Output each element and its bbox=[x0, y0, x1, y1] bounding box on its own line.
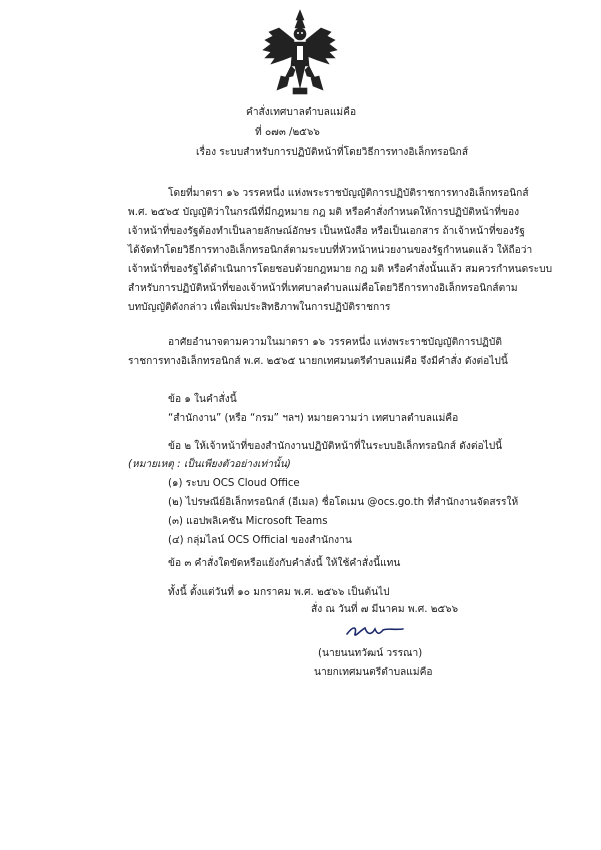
garuda-emblem-icon bbox=[257, 6, 343, 98]
effective-date: ทั้งนี้ ตั้งแต่วันที่ ๑๐ มกราคม พ.ศ. ๒๕๖๖ เป็นต้นไป bbox=[168, 587, 390, 598]
paragraph-line: ราชการทางอิเล็กทรอนิกส์ พ.ศ. ๒๕๖๕ นายกเทศมนตรีตำบลแม่คือ จึงมีคำสั่ง ดังต่อไปนี้ bbox=[128, 356, 508, 367]
order-subject: เรื่อง ระบบสำหรับการปฏิบัติหน้าที่โดยวิธีการทางอิเล็กทรอนิกส์ bbox=[196, 147, 469, 158]
paragraph-line: ได้จัดทำโดยวิธีการทางอิเล็กทรอนิกส์ตามระบบที่หัวหน้าหน่วยงานของรัฐกำหนดแล้ว ให้ถือว่า bbox=[128, 245, 533, 256]
clause-3-text: ข้อ ๓ คำสั่งใดขัดหรือแย้งกับคำสั่งนี้ ให้ใช้คำสั่งนี้แทน bbox=[168, 558, 401, 569]
signer-name: (นายนนทวัฒน์ วรรณา) bbox=[318, 648, 423, 659]
paragraph-line: อาศัยอำนาจตามความในมาตรา ๑๖ วรรคหนึ่ง แห่งพระราชบัญญัติการปฏิบัติ bbox=[168, 337, 502, 348]
paragraph-line: เจ้าหน้าที่ของรัฐต้องทำเป็นลายลักษณ์อักษร เป็นหนังสือ หรือเป็นเอกสาร ถ้าเจ้าหน้าที่ของรัฐ bbox=[128, 226, 525, 237]
list-item: (๒) ไปรษณีย์อิเล็กทรอนิกส์ (อีเมล) ชื่อโดเมน @ocs.go.th ที่สำนักงานจัดสรรให้ bbox=[168, 497, 519, 508]
paragraph-line: พ.ศ. ๒๕๖๕ บัญญัติว่าในกรณีที่มีกฎหมาย กฎ มติ หรือคำสั่งกำหนดให้การปฏิบัติหน้าที่ของ bbox=[128, 207, 520, 218]
clause-2-title: ข้อ ๒ ให้เจ้าหน้าที่ของสำนักงานปฏิบัติหน้าที่ในระบบอิเล็กทรอนิกส์ ดังต่อไปนี้ bbox=[168, 441, 503, 452]
signer-position: นายกเทศมนตรีตำบลแม่คือ bbox=[314, 667, 433, 678]
paragraph-line: โดยที่มาตรา ๑๖ วรรคหนึ่ง แห่งพระราชบัญญัติการปฏิบัติราชการทางอิเล็กทรอนิกส์ bbox=[168, 188, 529, 199]
paragraph-line: สำหรับการปฏิบัติหน้าที่ของเจ้าหน้าที่เทศบาลตำบลแม่คือโดยวิธีการทางอิเล็กทรอนิกส์ตาม bbox=[128, 283, 518, 294]
clause-1-title: ข้อ ๑ ในคำสั่งนี้ bbox=[168, 394, 237, 405]
signature-icon bbox=[345, 620, 407, 642]
paragraph-line: เจ้าหน้าที่ของรัฐได้ดำเนินการโดยชอบด้วยกฎหมาย กฎ มติ หรือคำสั่งนั้นแล้ว สมควรกำหนดระบบ bbox=[128, 264, 553, 275]
list-item: (๑) ระบบ OCS Cloud Office bbox=[168, 478, 300, 489]
clause-2-note: (หมายเหตุ : เป็นเพียงตัวอย่างเท่านั้น) bbox=[128, 459, 291, 470]
order-title: คำสั่งเทศบาลตำบลแม่คือ bbox=[246, 107, 357, 118]
list-item: (๔) กลุ่มไลน์ OCS Official ของสำนักงาน bbox=[168, 535, 352, 546]
clause-1-text: “สำนักงาน” (หรือ “กรม” ฯลฯ) หมายความว่า เทศบาลตำบลแม่คือ bbox=[168, 413, 459, 424]
list-item: (๓) แอปพลิเคชัน Microsoft Teams bbox=[168, 516, 328, 527]
paragraph-line: บทบัญญัติดังกล่าว เพื่อเพิ่มประสิทธิภาพในการปฏิบัติราชการ bbox=[128, 302, 391, 313]
order-number: ที่ ๐๗๓ /๒๕๖๖ bbox=[255, 127, 320, 138]
order-date: สั่ง ณ วันที่ ๗ มีนาคม พ.ศ. ๒๕๖๖ bbox=[311, 604, 459, 615]
